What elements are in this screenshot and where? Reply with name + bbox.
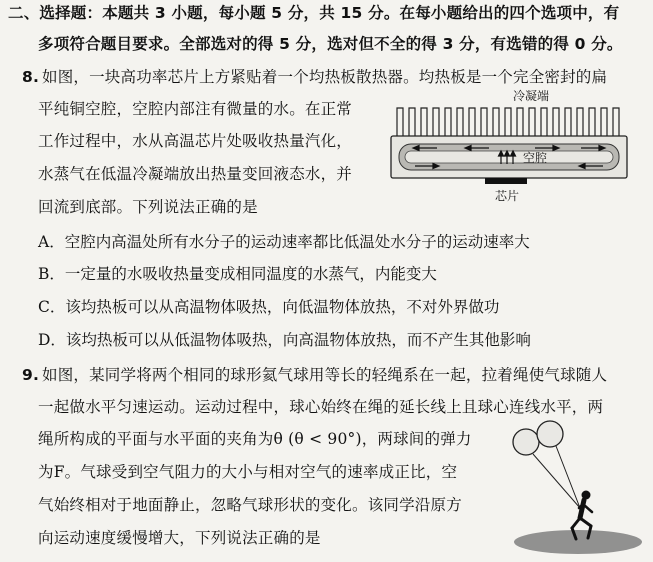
question-8-line-3: 工作过程中，水从高温芯片处吸收热量汽化， [38, 132, 353, 150]
cooling-fins [397, 108, 619, 136]
cavity-label: 空腔 [523, 151, 548, 165]
section-header-line-2 [38, 33, 623, 55]
question-8-option-a: A．空腔内高温处所有水分子的运动速率都比低温处水分子的运动速率大 [38, 233, 530, 251]
question-9-line-4: 为F。气球受到空气阻力的大小与相对空气的速率成正比，空 [38, 463, 458, 481]
question-8-option-c: C．该均热板可以从高温物体吸热，向低温物体放热，不对外界做功 [38, 298, 500, 316]
cavity-core [405, 151, 613, 163]
rope-right [556, 446, 580, 508]
question-9-line-6: 向运动速度缓慢增大，下列说法正确的是 [38, 529, 321, 547]
question-8-line-5: 回流到底部。下列说法正确的是 [38, 198, 258, 216]
rope-left [533, 454, 580, 508]
balloon-figure [498, 412, 648, 562]
question-8-line-1: 如图，一块高功率芯片上方紧贴着一个均热板散热器。均热板是一个完全密封的扁 [42, 68, 608, 86]
question-9-line-2: 一起做水平匀速运动。运动过程中，球心始终在绳的延长线上且球心连线水平，两 [38, 398, 604, 416]
question-8-option-b: B．一定量的水吸收热量变成相同温度的水蒸气，内能变大 [38, 265, 437, 283]
question-9-line-1: 如图，某同学将两个相同的球形氦气球用等长的轻绳系在一起，拉着绳使气球随人 [42, 366, 608, 384]
question-8-option-d: D．该均热板可以从低温物体吸热，向高温物体放热，而不产生其他影响 [38, 331, 531, 349]
chip [485, 178, 527, 184]
section-header-text-1: 二、选择题：本题共 3 小题，每小题 5 分，共 15 分。在每小题给出的四个选项中，有 [8, 4, 620, 22]
question-8-line-2: 平纯铜空腔，空腔内部注有微量的水。在正常 [38, 100, 353, 118]
balloon-right [537, 421, 563, 447]
condenser-label: 冷凝端 [513, 89, 550, 103]
section-header-line-1 [8, 2, 619, 24]
question-8-line-4: 水蒸气在低温冷凝端放出热量变回液态水，并 [38, 165, 353, 183]
question-9-number: 9. [22, 366, 40, 384]
question-8-number: 8. [22, 68, 40, 86]
balloon-left [513, 429, 539, 455]
question-9-line-3: 绳所构成的平面与水平面的夹角为θ (θ < 90°)，两球间的弹力 [38, 430, 472, 448]
section-header-text-2: 多项符合题目要求。全部选对的得 5 分，选对但不全的得 3 分，有选错的得 0 分。 [38, 35, 623, 53]
chip-label: 芯片 [495, 189, 520, 203]
question-9-line-5: 气始终相对于地面静止，忽略气球形状的变化。该同学沿原方 [38, 496, 462, 514]
ground-shadow [514, 530, 642, 554]
vapor-chamber-figure [385, 88, 645, 213]
